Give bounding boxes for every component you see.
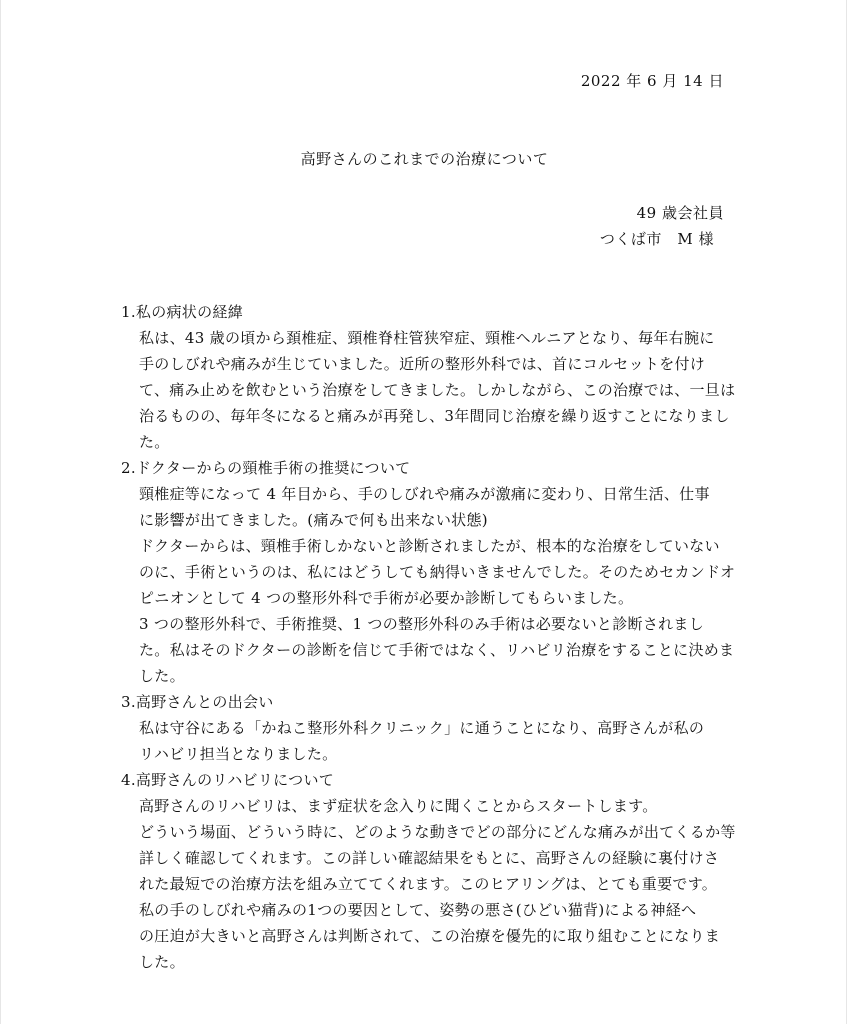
- paragraph-line: のに、手術というのは、私にはどうしても納得いきませんでした。そのためセカンドオ: [139, 563, 736, 581]
- section-heading: 3.高野さんとの出会い: [121, 693, 274, 711]
- paragraph-line: の圧迫が大きいと高野さんは判断されて、この治療を優先的に取り組むことになりま: [139, 927, 721, 945]
- paragraph-line: 高野さんのリハビリは、まず症状を念入りに聞くことからスタートします。: [139, 797, 658, 815]
- section-4: [121, 767, 736, 975]
- paragraph-line: た。私はそのドクターの診断を信じて手術ではなく、リハビリ治療をすることに決めま: [139, 641, 735, 659]
- document-date: 2022 年 6 月 14 日: [580, 72, 724, 90]
- section-heading: 2.ドクターからの頸椎手術の推奨について: [121, 459, 411, 477]
- paragraph-line: た。: [139, 433, 170, 451]
- paragraph-line: 詳しく確認してくれます。この詳しい確認結果をもとに、高野さんの経験に裏付けさ: [139, 849, 720, 867]
- paragraph-line: ドクターからは、頸椎手術しかないと診断されましたが、根本的な治療をしていない: [139, 537, 720, 555]
- paragraph-line: れた最短での治療方法を組み立ててくれます。このヒアリングは、とても重要です。: [139, 875, 718, 893]
- paragraph-line: 私の手のしびれや痛みの1つの要因として、姿勢の悪さ(ひどい猫背)による神経へ: [139, 901, 697, 919]
- section-3: [121, 689, 731, 767]
- paragraph-line: 3 つの整形外科で、手術推奨、1 つの整形外科のみ手術は必要ないと診断されまし: [139, 615, 705, 633]
- document-title: 高野さんのこれまでの治療について: [300, 150, 549, 168]
- author-location-name: つくば市 M 様: [599, 230, 714, 248]
- paragraph-line: 頸椎症等になって 4 年目から、手のしびれや痛みが激痛に変わり、日常生活、仕事: [139, 485, 710, 503]
- section-paragraph: [121, 325, 736, 455]
- paragraph-line: 私は、43 歳の頃から頚椎症、頸椎脊柱管狭窄症、頸椎ヘルニアとなり、毎年右腕に: [139, 329, 715, 347]
- section-1: [121, 299, 736, 455]
- paragraph-line: リハビリ担当となりました。: [139, 745, 338, 763]
- section-paragraph: [121, 715, 731, 767]
- paragraph-line: ピニオンとして 4 つの整形外科で手術が必要か診断してもらいました。: [139, 589, 634, 607]
- section-paragraph: [121, 793, 736, 975]
- section-heading: 1.私の病状の経緯: [121, 303, 244, 321]
- paragraph-line: した。: [139, 667, 185, 685]
- author-age-occupation: 49 歳会社員: [636, 204, 724, 222]
- section-2: [121, 455, 736, 689]
- paragraph-line: 手のしびれや痛みが生じていました。近所の整形外科では、首にコルセットを付け: [139, 355, 706, 373]
- section-paragraph: [121, 481, 736, 689]
- section-heading: 4.高野さんのリハビリについて: [121, 771, 335, 789]
- author-block: [600, 200, 724, 252]
- paragraph-line: に影響が出てきました。(痛みで何も出来ない状態): [139, 511, 488, 529]
- document-body: [121, 299, 736, 975]
- paragraph-line: どういう場面、どういう時に、どのような動きでどの部分にどんな痛みが出てくるか等: [139, 823, 736, 841]
- paragraph-line: 治るものの、毎年冬になると痛みが再発し、3年間同じ治療を繰り返すことになりまし: [139, 407, 730, 425]
- paragraph-line: て、痛み止めを飲むという治療をしてきました。しかしながら、この治療では、一旦は: [139, 381, 736, 399]
- paragraph-line: 私は守谷にある「かねこ整形外科クリニック」に通うことになり、高野さんが私の: [139, 719, 705, 737]
- paragraph-line: した。: [139, 953, 185, 971]
